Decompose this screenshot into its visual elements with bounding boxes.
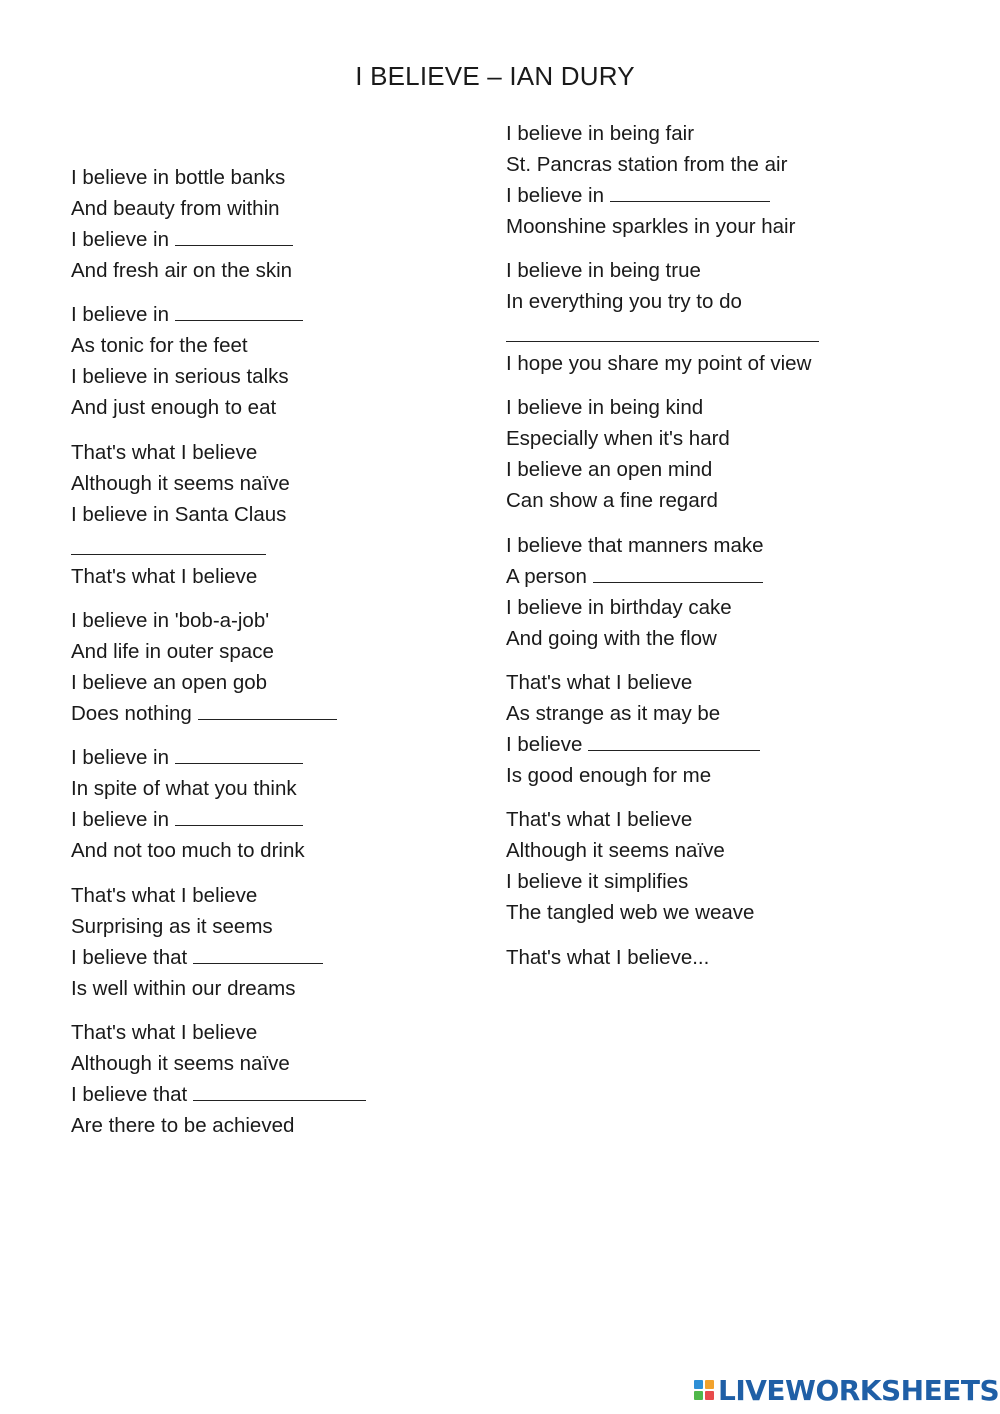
lyric-text: That's what I believe [506,671,693,694]
lyric-line [71,224,293,255]
lyric-text: I hope you share my point of view [506,352,812,375]
lyric-text: That's what I believe [71,565,258,588]
lyric-line [71,330,303,361]
lyric-line [71,605,337,636]
lyric-text: As tonic for the feet [71,334,248,357]
logo-square-3 [694,1391,703,1400]
stanza [506,942,709,973]
lyric-text: I believe in bottle banks [71,166,286,189]
lyric-line [71,193,293,224]
stanza [506,392,730,516]
lyric-text: St. Pancras station from the air [506,153,788,176]
lyric-line [71,636,337,667]
lyric-line [506,804,754,835]
lyric-text: That's what I believe [506,808,693,831]
stanza [506,667,760,791]
lyric-line [506,348,819,379]
lyric-text: I believe it simplifies [506,870,689,893]
stanza [506,804,754,928]
lyric-text: Especially when it's hard [506,427,730,450]
lyric-text: I believe that [71,946,188,969]
lyric-line [506,760,760,791]
lyric-line [71,361,303,392]
stanza [506,118,795,242]
fill-in-blank[interactable] [588,730,760,751]
lyric-line [506,211,795,242]
logo-square-1 [694,1380,703,1389]
lyric-text: Moonshine sparkles in your hair [506,215,796,238]
worksheet-title: I BELIEVE – IAN DURY [355,61,635,91]
lyric-text: And life in outer space [71,640,274,663]
logo-square-4 [705,1391,714,1400]
liveworksheets-logo [694,1372,999,1408]
lyric-text: And just enough to eat [71,396,277,419]
lyric-line [71,530,290,561]
lyric-text: Although it seems naïve [71,472,290,495]
lyric-text: Although it seems naïve [506,839,725,862]
lyric-line [71,499,290,530]
logo-brand-text: LIVEWORKSHEETS [718,1373,1000,1407]
lyric-text: I believe in birthday cake [506,596,732,619]
lyric-text: Surprising as it seems [71,915,273,938]
lyric-line [71,255,293,286]
lyric-text: I believe in Santa Claus [71,503,287,526]
lyric-line [71,299,303,330]
lyric-line [506,255,819,286]
lyric-text: The tangled web we weave [506,901,755,924]
lyric-line [506,317,819,348]
lyric-line [71,437,290,468]
lyric-line [71,1110,366,1141]
lyric-text: Although it seems naïve [71,1052,290,1075]
lyric-line [506,118,795,149]
lyric-text: Are there to be achieved [71,1114,295,1137]
fill-in-blank[interactable] [198,699,337,720]
lyric-line [71,698,337,729]
lyric-text: And fresh air on the skin [71,259,293,282]
lyric-line [506,592,764,623]
lyric-text: That's what I believe [71,884,258,907]
lyric-text: Does nothing [71,702,192,725]
stanza [71,1017,366,1141]
stanza [506,255,819,379]
fill-in-blank[interactable] [610,181,770,202]
lyric-text: A person [506,565,587,588]
lyric-line [71,835,305,866]
lyric-line [506,698,760,729]
lyric-line [506,623,764,654]
lyric-line [71,1079,366,1110]
lyric-line [71,392,303,423]
liveworksheets-logo-icon [694,1380,714,1400]
lyric-line [71,880,323,911]
stanza [71,437,290,592]
lyric-text: In spite of what you think [71,777,297,800]
fill-in-blank[interactable] [175,743,303,764]
lyric-line [71,773,305,804]
lyric-line [71,162,293,193]
lyric-text: I believe in [71,808,170,831]
lyric-text: I believe in [71,303,170,326]
lyric-line [506,866,754,897]
lyric-line [71,804,305,835]
lyric-line [506,454,730,485]
stanza [71,742,305,866]
lyric-line [71,911,323,942]
stanza [71,880,323,1004]
lyric-line [71,1048,366,1079]
lyric-text: That's what I believe [71,1021,258,1044]
lyric-line [506,180,795,211]
lyric-text: Can show a fine regard [506,489,718,512]
fill-in-blank[interactable] [593,562,763,583]
fill-in-blank[interactable] [175,805,303,826]
fill-in-blank[interactable] [71,530,266,555]
lyric-text: I believe in [506,184,605,207]
lyric-line [506,667,760,698]
lyric-line [506,835,754,866]
stanza [71,162,293,286]
lyric-line [71,942,323,973]
lyric-line [71,742,305,773]
lyric-line [71,973,323,1004]
lyric-line [71,468,290,499]
lyric-line [71,1017,366,1048]
stanza [71,605,337,729]
lyric-text: That's what I believe [71,441,258,464]
lyric-line [506,729,760,760]
lyric-line [506,897,754,928]
lyric-text: I believe in [71,746,170,769]
lyric-line [506,530,764,561]
lyric-line [71,561,290,592]
fill-in-blank[interactable] [175,225,293,246]
lyric-line [71,667,337,698]
lyric-line [506,286,819,317]
lyric-text: Is well within our dreams [71,977,296,1000]
lyric-text: I believe [506,733,583,756]
lyric-text: In everything you try to do [506,290,742,313]
fill-in-blank[interactable] [193,1080,366,1101]
fill-in-blank[interactable] [506,317,819,342]
lyric-text: I believe in [71,228,170,251]
fill-in-blank[interactable] [175,300,303,321]
lyric-text: I believe that [71,1083,188,1106]
lyric-line [506,485,730,516]
fill-in-blank[interactable] [193,943,323,964]
lyric-line [506,942,709,973]
lyric-text: That's what I believe... [506,946,710,969]
lyric-text: I believe in being fair [506,122,695,145]
lyric-text: I believe an open mind [506,458,713,481]
lyric-text: I believe in being kind [506,396,704,419]
lyric-text: I believe in serious talks [71,365,289,388]
stanza [506,530,764,654]
lyric-text: And beauty from within [71,197,280,220]
stanza [71,299,303,423]
lyric-text: I believe in 'bob-a-job' [71,609,270,632]
lyric-line [506,149,795,180]
lyric-line [506,423,730,454]
logo-square-2 [705,1380,714,1389]
lyric-text: I believe in being true [506,259,701,282]
lyric-text: And not too much to drink [71,839,305,862]
lyric-text: I believe that manners make [506,534,764,557]
lyric-text: I believe an open gob [71,671,268,694]
lyric-text: And going with the flow [506,627,717,650]
lyric-text: Is good enough for me [506,764,712,787]
lyric-line [506,392,730,423]
lyric-text: As strange as it may be [506,702,721,725]
lyric-line [506,561,764,592]
